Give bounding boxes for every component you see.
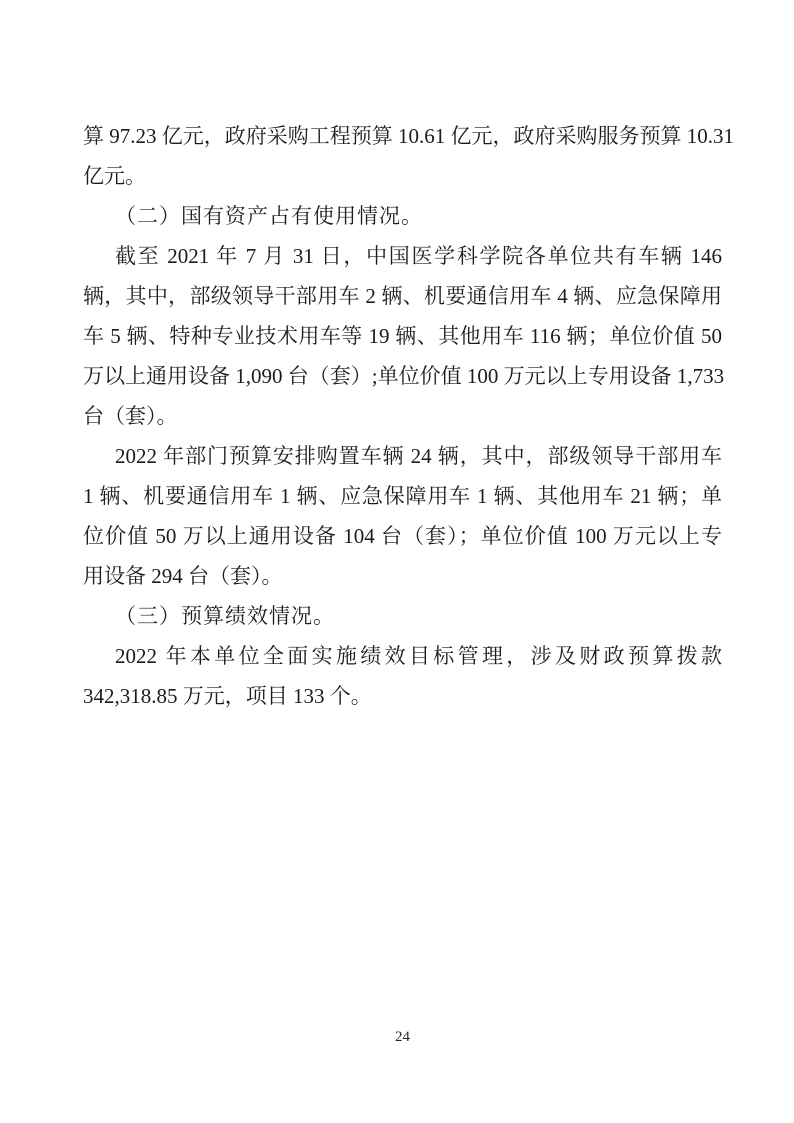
text-line: 截至 2021 年 7 月 31 日，中国医学科学院各单位共有车辆 146 xyxy=(115,244,722,268)
text-line: 1 辆、机要通信用车 1 辆、应急保障用车 1 辆、其他用车 21 辆；单 xyxy=(83,484,722,508)
text-line: 2022 年部门预算安排购置车辆 24 辆，其中，部级领导干部用车 xyxy=(115,444,722,468)
text-line: 位价值 50 万以上通用设备 104 台（套）；单位价值 100 万元以上专 xyxy=(83,524,722,548)
text-line: 万以上通用设备 1,090 台（套）;单位价值 100 万元以上专用设备 1,733 xyxy=(83,364,725,388)
text-line: 342,318.85 万元，项目 133 个。 xyxy=(83,684,372,708)
document-body xyxy=(83,116,734,716)
text-line: 车 5 辆、特种专业技术用车等 19 辆、其他用车 116 辆；单位价值 50 xyxy=(83,324,722,348)
text-line: 台（套）。 xyxy=(83,404,178,428)
page-number: 24 xyxy=(395,1029,410,1045)
text-line: 2022 年本单位全面实施绩效目标管理，涉及财政预算拨款 xyxy=(115,644,722,668)
section-heading-2: （二）国有资产占有使用情况。 xyxy=(115,204,423,228)
text-line: 辆，其中，部级领导干部用车 2 辆、机要通信用车 4 辆、应急保障用 xyxy=(83,284,722,308)
text-line: 用设备 294 台（套）。 xyxy=(83,564,283,588)
text-line: 算 97.23 亿元，政府采购工程预算 10.61 亿元，政府采购服务预算 10.31 xyxy=(83,124,734,148)
text-line: 亿元。 xyxy=(83,164,146,188)
section-heading-3: （三）预算绩效情况。 xyxy=(115,604,335,628)
